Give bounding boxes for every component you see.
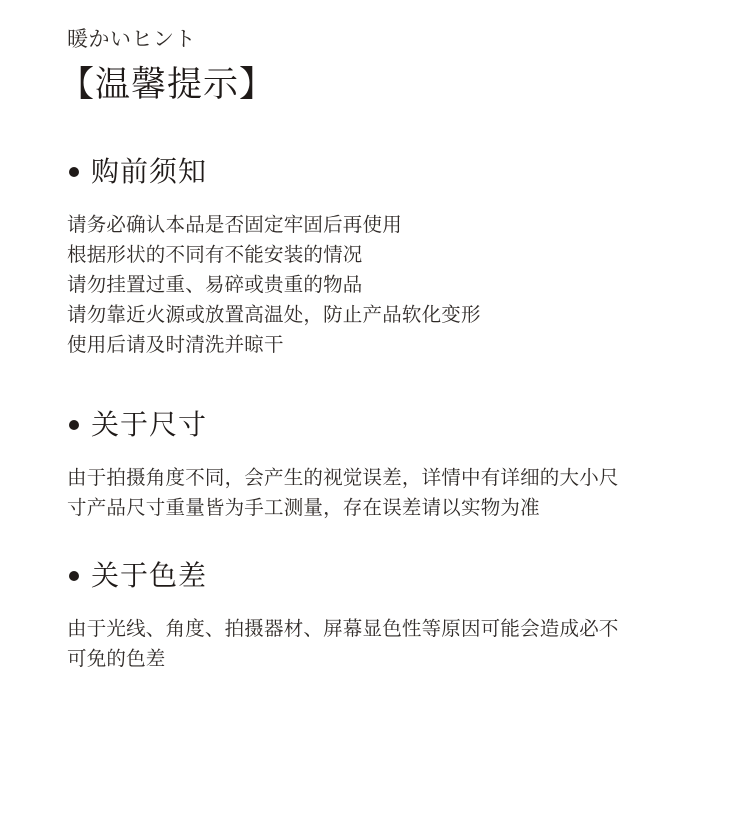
section-about-size xyxy=(67,405,707,523)
section-body xyxy=(67,463,707,523)
body-line: 请勿靠近火源或放置高温处，防止产品软化变形 xyxy=(67,303,481,326)
body-line: 请勿挂置过重、易碎或贵重的物品 xyxy=(67,273,363,296)
bullet-dot-icon xyxy=(69,571,79,581)
notice-page xyxy=(59,24,707,670)
japanese-subtitle: 暖かいヒント xyxy=(67,27,196,51)
section-body xyxy=(67,614,707,674)
section-about-color xyxy=(67,556,707,674)
body-line: 由于光线、角度、拍摄器材、屏幕显色性等原因可能会造成必不 xyxy=(67,617,619,640)
body-line: 根据形状的不同有不能安装的情况 xyxy=(67,243,363,266)
body-line: 使用后请及时清洗并晾干 xyxy=(67,333,284,356)
section-title: 关于尺寸 xyxy=(91,408,208,441)
section-before-purchase xyxy=(67,152,707,360)
section-body xyxy=(67,210,707,360)
bullet-dot-icon xyxy=(69,420,79,430)
body-line: 请务必确认本品是否固定牢固后再使用 xyxy=(67,213,402,236)
section-heading xyxy=(67,556,707,596)
body-line: 可免的色差 xyxy=(67,647,166,670)
section-title: 购前须知 xyxy=(91,155,208,188)
section-title: 关于色差 xyxy=(91,559,208,592)
body-line: 由于拍摄角度不同，会产生的视觉误差，详情中有详细的大小尺 xyxy=(67,466,619,489)
bullet-dot-icon xyxy=(69,167,79,177)
section-heading xyxy=(67,152,707,192)
section-heading xyxy=(67,405,707,445)
body-line: 寸产品尺寸重量皆为手工测量，存在误差请以实物为准 xyxy=(67,496,540,519)
page-title: 【温馨提示】 xyxy=(59,65,276,105)
